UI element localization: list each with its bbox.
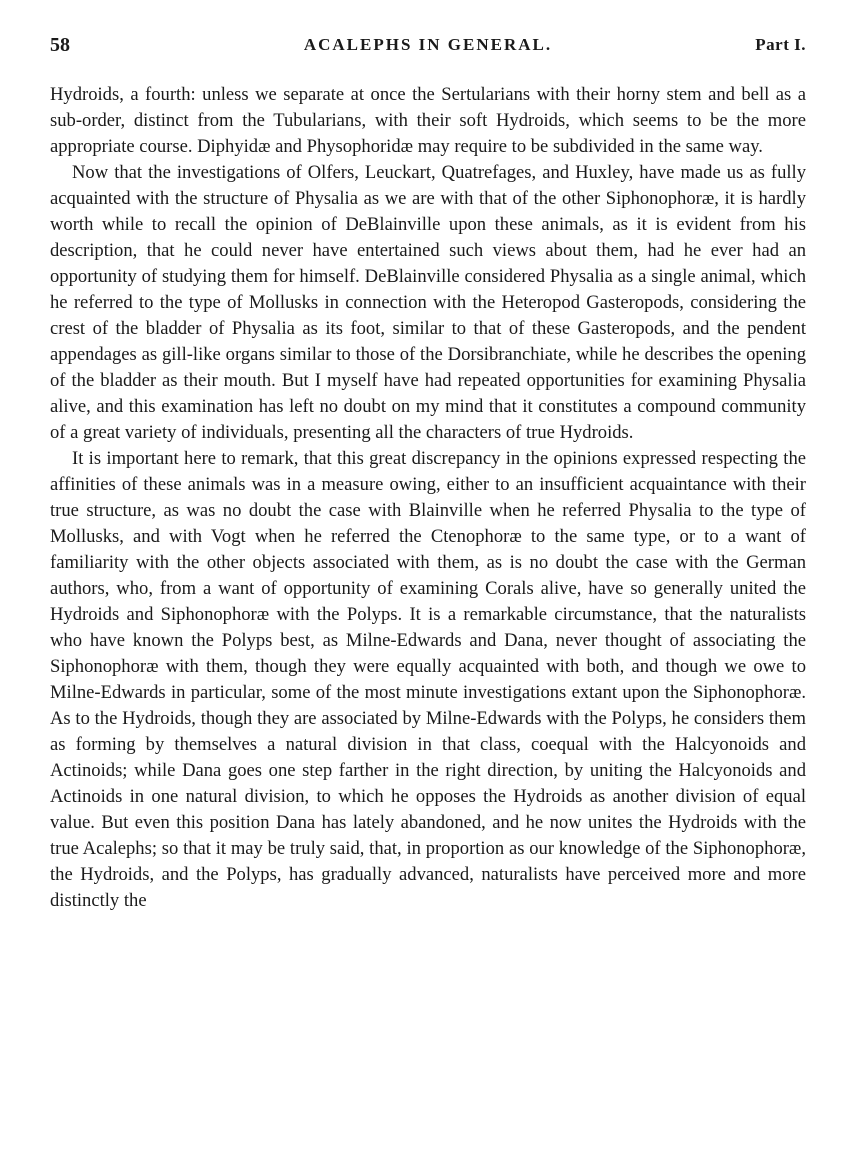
part-label: Part I. (755, 35, 806, 54)
running-title: ACALEPHS IN GENERAL. (303, 35, 553, 54)
paragraph-discrepancy: It is important here to remark, that this great discrepancy in the opinions expressed respecting the affinities of these animals was in a measure owing, either to an insufficient acquaintance with their true structure, as was no doubt the case with Blainville when he referred Physalia to the type of Mollusks, and with Vogt when he referred the Ctenophoræ to the same type, or to a want of familiarity with the other objects associated with them, as is no doubt the case with the German authors, who, from a want of opportunity of examining Corals alive, have so generally united the Hydroids and Siphonophoræ with the Polyps. It is a remarkable circumstance, that the naturalists who have known the Polyps best, as Milne-Edwards and Dana, never thought of associating the Siphonophoræ with them, though they were equally acquainted with both, and though we owe to Milne-Edwards in particular, some of the most minute investigations extant upon the Siphonophoræ. As to the Hydroids, though they are associated by Milne-Edwards with the Polyps, he considers them as forming by themselves a natural division in that class, coequal with the Halcyonoids and Actinoids; while Dana goes one step farther in the right direction, by uniting the Halcyonoids and Actinoids in one natural division, to which he opposes the Hydroids as another division of equal value. But even this position Dana has lately abandoned, and he now unites the Hydroids with the true Acalephs; so that it may be truly said, that, in proportion as our knowledge of the Siphonophoræ, the Hydroids, and the Polyps, has gradually advanced, naturalists have perceived more and more distinctly the (50, 448, 806, 911)
page-number: 58 (50, 34, 70, 56)
paragraph-continued: Hydroids, a fourth: unless we separate at once the Sertularians with their horny stem and bell as a sub-order, distinct from the Tubularians, with their soft Hydroids, which seems to be the more appropriate course. Diphyidæ and Physophoridæ may require to be subdivided in the same way. (50, 84, 806, 157)
paragraph-physalia: Now that the investigations of Olfers, Leuckart, Quatrefages, and Huxley, have made us as fully acquainted with the structure of Physalia as we are with that of the other Siphonophoræ, it is hardly worth while to recall the opinion of DeBlainville upon these animals, as it is evident from his description, that he could never have entertained such views about them, had he ever had an opportunity of studying them for himself. DeBlainville considered Physalia as a single animal, which he referred to the type of Mollusks in connection with the Heteropod Gasteropods, considering the crest of the bladder of Physalia as its foot, similar to that of these Gasteropods, and the pendent appendages as gill-like organs similar to those of the Dorsibranchiate, while he describes the opening of the bladder as their mouth. But I myself have had repeated opportunities for examining Physalia alive, and this examination has left no doubt on my mind that it constitutes a compound community of a great variety of individuals, presenting all the characters of true Hydroids. (50, 162, 806, 443)
body-text (50, 82, 806, 914)
book-page (50, 30, 806, 914)
running-head (50, 30, 806, 60)
